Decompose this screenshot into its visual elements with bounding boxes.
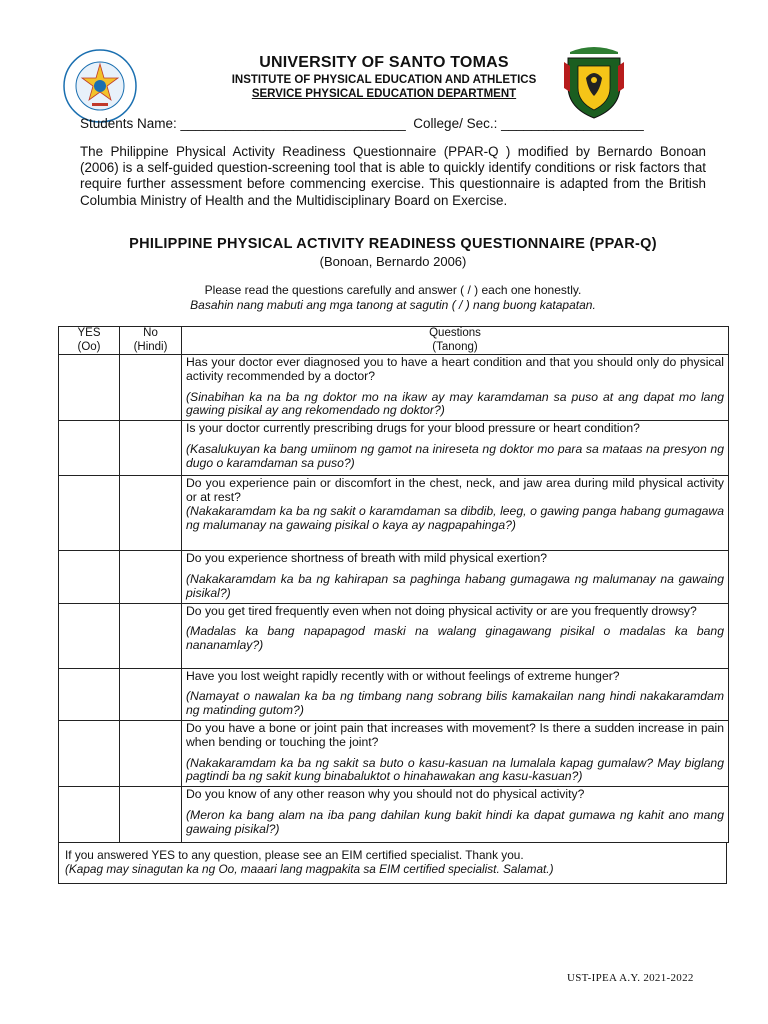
question-tagalog: (Namayat o nawalan ka ba ng timbang nang sobrang bilis kamakailan nang hindi nakakaramdam ng matinding gutom?) — [186, 689, 724, 718]
question-cell — [182, 551, 729, 603]
footer-note — [58, 842, 727, 884]
no-column-header — [120, 327, 182, 355]
no-answer-cell[interactable] — [120, 355, 182, 421]
no-answer-cell[interactable] — [120, 551, 182, 603]
no-answer-cell[interactable] — [120, 421, 182, 476]
table-row — [59, 551, 729, 603]
instructions-english: Please read the questions carefully and answer ( / ) each one honestly. — [204, 283, 582, 297]
question-english: Do you experience shortness of breath with mild physical exertion? — [186, 551, 548, 566]
question-cell — [182, 476, 729, 551]
no-answer-cell[interactable] — [120, 668, 182, 720]
questions-header-label: Questions — [429, 327, 481, 339]
question-english: Do you know of any other reason why you should not do physical activity? — [186, 787, 585, 802]
yes-answer-cell[interactable] — [59, 603, 120, 668]
no-answer-cell[interactable] — [120, 476, 182, 551]
question-english: Do you have a bone or joint pain that increases with movement? Is there a sudden increase in pain when bending or touching the joint? — [186, 720, 724, 749]
question-cell — [182, 720, 729, 786]
table-header-row — [59, 327, 729, 355]
yes-answer-cell[interactable] — [59, 720, 120, 786]
footer-tagalog: (Kapag may sinagutan ka ng Oo, maaari lang magpakita sa EIM certified specialist. Salamat.) — [65, 862, 554, 876]
questionnaire-table — [58, 326, 729, 843]
table-row — [59, 355, 729, 421]
no-answer-cell[interactable] — [120, 603, 182, 668]
institute-name: INSTITUTE OF PHYSICAL EDUCATION AND ATHLETICS — [231, 74, 537, 86]
table-row — [59, 668, 729, 720]
ust-seal-logo — [62, 48, 138, 124]
academic-year-label: UST-IPEA A.Y. 2021-2022 — [567, 972, 694, 984]
yes-answer-cell[interactable] — [59, 355, 120, 421]
footer-english: If you answered YES to any question, please see an EIM certified specialist. Thank you. — [65, 848, 524, 862]
question-english: Do you experience pain or discomfort in the chest, neck, and jaw area during mild physical activity or at rest? — [186, 476, 724, 504]
question-cell — [182, 787, 729, 843]
no-header-tagalog: (Hindi) — [133, 340, 168, 353]
question-tagalog: (Nakakaramdam ka ba ng sakit o karamdaman sa dibdib, leeg, o gawing panga habang gumagawa ng malumanay na gawaing pisikal o kaya ay nagpapahinga?) — [186, 503, 724, 532]
question-english: Has your doctor ever diagnosed you to have a heart condition and that you should only do physical activity recommended by a doctor? — [186, 355, 724, 383]
question-english: Is your doctor currently prescribing drugs for your blood pressure or heart condition? — [186, 421, 640, 436]
question-cell — [182, 421, 729, 476]
question-english: Have you lost weight rapidly recently with or without feelings of extreme hunger? — [186, 668, 620, 683]
question-cell — [182, 355, 729, 421]
questions-column-header — [182, 327, 729, 355]
document-header — [150, 54, 618, 101]
university-name: UNIVERSITY OF SANTO TOMAS — [259, 54, 509, 71]
yes-answer-cell[interactable] — [59, 668, 120, 720]
question-cell — [182, 603, 729, 668]
no-header-label: No — [143, 327, 158, 339]
no-answer-cell[interactable] — [120, 787, 182, 843]
question-english: Do you get tired frequently even when not doing physical activity or are you frequently drowsy? — [186, 603, 697, 618]
questions-header-tagalog: (Tanong) — [432, 340, 478, 353]
table-row — [59, 476, 729, 551]
question-tagalog: (Kasalukuyan ka bang umiinom ng gamot na inireseta ng doktor mo para sa mataas na presyon ng dugo o karamdaman sa puso?) — [186, 441, 724, 470]
department-name: SERVICE PHYSICAL EDUCATION DEPARTMENT — [251, 88, 517, 100]
question-tagalog: (Madalas ka bang napapagod maski na walang ginagawang pisikal o madalas ka bang nananamlay?) — [186, 624, 724, 653]
no-answer-cell[interactable] — [120, 720, 182, 786]
table-row — [59, 787, 729, 843]
instructions-tagalog: Basahin nang mabuti ang mga tanong at sagutin ( / ) nang buong katapatan. — [190, 297, 596, 312]
question-tagalog: (Nakakaramdam ka ba ng sakit sa buto o kasu-kasuan na lumalala kapag gumalaw? May biglang pagtindi ba ng sakit kung binabaluktot o hinahawakan ang kasu-kasuan?) — [186, 755, 724, 784]
question-tagalog: (Sinabihan ka na ba ng doktor mo na ikaw ay may karamdaman sa puso at ang dapat mo lang gawing pisikal ay ang rekomendado ng doktor?) — [186, 389, 724, 418]
yes-header-label: YES — [77, 327, 101, 339]
yes-answer-cell[interactable] — [59, 421, 120, 476]
instructions — [60, 283, 726, 312]
yes-header-tagalog: (Oo) — [77, 340, 101, 353]
table-row — [59, 603, 729, 668]
questionnaire-subtitle: (Bonoan, Bernardo 2006) — [319, 254, 467, 269]
questionnaire-title: PHILIPPINE PHYSICAL ACTIVITY READINESS QUESTIONNAIRE (PPAR-Q) — [129, 236, 657, 252]
table-row — [59, 421, 729, 476]
yes-column-header — [59, 327, 120, 355]
question-tagalog: (Meron ka bang alam na iba pang dahilan kung bakit hindi ka dapat gumawa ng kahit ano mang gawaing pisikal?) — [186, 807, 724, 836]
yes-answer-cell[interactable] — [59, 476, 120, 551]
table-row — [59, 720, 729, 786]
yes-answer-cell[interactable] — [59, 787, 120, 843]
question-cell — [182, 668, 729, 720]
student-info-line: Students Name: ______________________________ College/ Sec.: ___________________ — [80, 116, 644, 131]
intro-paragraph: The Philippine Physical Activity Readiness Questionnaire (PPAR-Q ) modified by Bernardo Bonoan (2006) is a self-guided question-screening tool that is able to quickly identify conditions or risk factors that require further assessment before commencing exercise. This questionnaire is adapted from the British Columbia Ministry of Health and the Multidisciplinary Board on Exercise. — [80, 144, 706, 208]
question-tagalog: (Nakakaramdam ka ba ng kahirapan sa paghinga habang gumagawa ng malumanay na gawaing pisikal?) — [186, 571, 724, 600]
yes-answer-cell[interactable] — [59, 551, 120, 603]
